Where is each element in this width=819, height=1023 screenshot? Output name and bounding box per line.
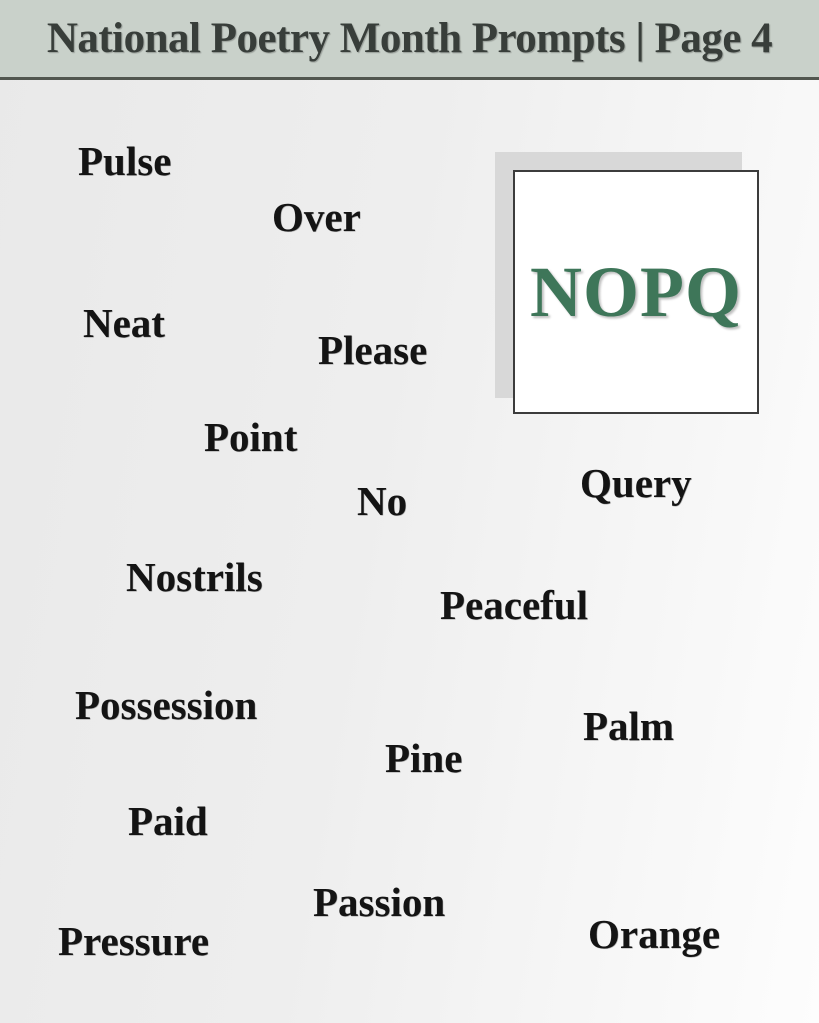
word: Peaceful xyxy=(440,582,588,628)
word: Passion xyxy=(313,879,446,925)
page-header xyxy=(0,0,819,80)
word: Over xyxy=(272,194,361,240)
word: Orange xyxy=(588,911,721,957)
word: Neat xyxy=(83,300,165,346)
word: Please xyxy=(318,327,428,373)
word: Possession xyxy=(75,682,258,728)
letter-card xyxy=(513,170,759,414)
word: Pine xyxy=(385,735,463,781)
word: Query xyxy=(580,460,692,506)
word: Pulse xyxy=(78,138,172,184)
word: Point xyxy=(204,414,298,460)
word: No xyxy=(357,478,408,524)
word: Paid xyxy=(128,798,208,844)
word: Palm xyxy=(583,703,675,749)
word: Pressure xyxy=(58,918,210,964)
page-title: National Poetry Month Prompts | Page 4 xyxy=(46,15,773,62)
word: Nostrils xyxy=(126,554,263,600)
letter-card-label: NOPQ xyxy=(530,251,742,332)
